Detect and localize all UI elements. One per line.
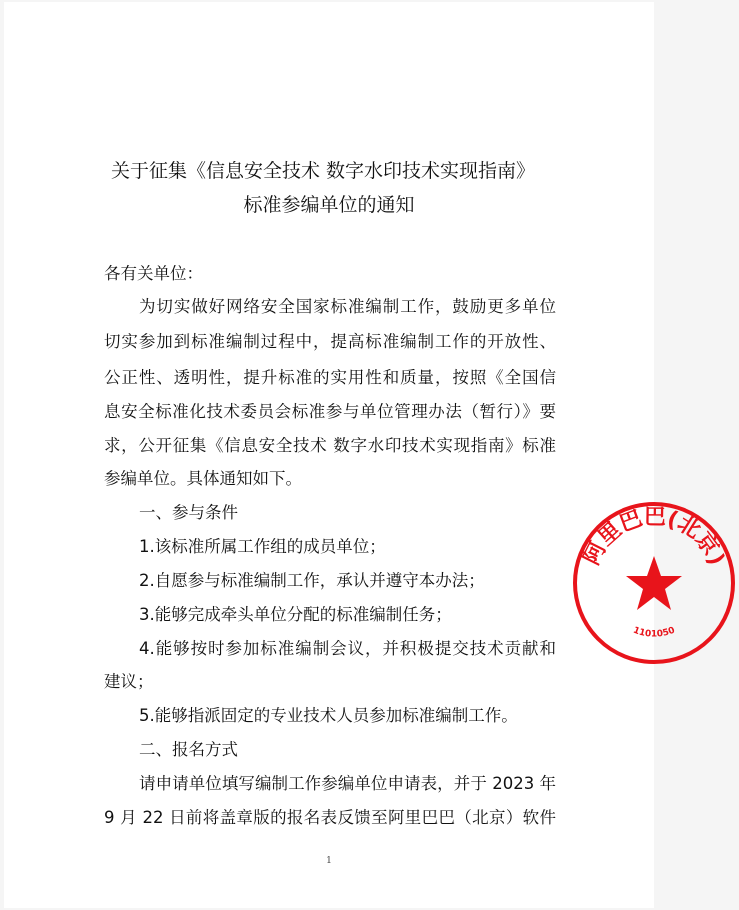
seal-org-text: 阿里巴巴(北京) xyxy=(579,504,729,570)
section-heading-conditions: 一、参与条件 xyxy=(139,503,238,522)
registration-line-1: 请申请单位填写编制工作参编单位申请表，并于 2023 年 xyxy=(139,774,556,793)
condition-item-4: 4.能够按时参加标准编制会议，并积极提交技术贡献和 xyxy=(139,639,556,658)
intro-line-4: 息安全标准化技术委员会标准参与单位管理办法（暂行）》要 xyxy=(104,402,556,421)
page-number: 1 xyxy=(326,856,332,866)
document-title-line-2: 标准参编单位的通知 xyxy=(243,194,415,216)
seal-number-text: 1101050 xyxy=(631,625,677,640)
intro-line-2: 切实参加到标准编制过程中，提高标准编制工作的开放性、 xyxy=(104,332,556,351)
intro-line-1: 为切实做好网络安全国家标准编制工作，鼓励更多单位 xyxy=(139,297,556,316)
document-title-line-1: 关于征集《信息安全技术 数字水印技术实现指南》 xyxy=(110,160,536,182)
intro-line-3: 公正性、透明性，提升标准的实用性和质量，按照《全国信 xyxy=(104,368,556,387)
document-page xyxy=(4,2,729,908)
intro-line-6: 参编单位。具体通知如下。 xyxy=(104,469,302,488)
intro-line-5: 求，公开征集《信息安全技术 数字水印技术实现指南》标准 xyxy=(104,436,556,455)
registration-line-2: 9 月 22 日前将盖章版的报名表反馈至阿里巴巴（北京）软件 xyxy=(104,808,556,827)
condition-item-4-continuation: 建议； xyxy=(104,672,154,691)
salutation: 各有关单位： xyxy=(104,264,203,283)
seal-star-icon xyxy=(626,556,682,610)
condition-item-2: 2.自愿参与标准编制工作，承认并遵守本办法； xyxy=(139,571,485,590)
section-heading-registration: 二、报名方式 xyxy=(139,740,238,759)
condition-item-1: 1.该标准所属工作组的成员单位； xyxy=(139,537,386,556)
condition-item-5: 5.能够指派固定的专业技术人员参加标准编制工作。 xyxy=(139,706,518,725)
official-seal-stamp xyxy=(569,498,739,668)
condition-item-3: 3.能够完成牵头单位分配的标准编制任务； xyxy=(139,605,452,624)
